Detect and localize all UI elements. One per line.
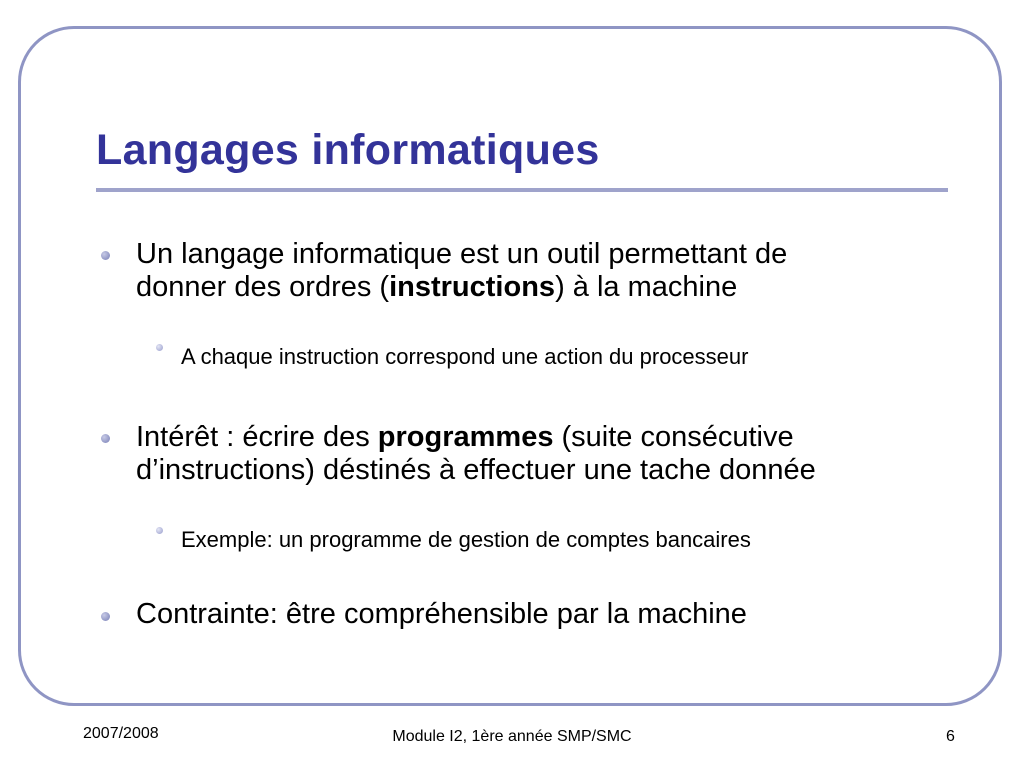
bullet-dot-icon bbox=[101, 251, 110, 260]
bullet-dot-icon bbox=[101, 434, 110, 443]
bullet-1-line-2 bbox=[136, 271, 737, 304]
title-underline bbox=[96, 188, 948, 192]
bullet-2-text-after: (suite consécutive bbox=[553, 421, 794, 453]
bullet-2-keyword: programmes bbox=[377, 421, 554, 453]
footer-date: 2007/2008 bbox=[83, 725, 159, 742]
footer-course: Module I2, 1ère année SMP/SMC bbox=[392, 728, 632, 745]
sub-bullet-dot-icon bbox=[156, 344, 163, 351]
bullet-2-line-1 bbox=[136, 421, 794, 454]
bullet-2-line-2: d’instructions) déstinés à effectuer une tache donnée bbox=[136, 454, 816, 486]
page-number: 6 bbox=[946, 728, 955, 745]
bullet-1-text-before: donner des ordres ( bbox=[136, 271, 390, 303]
bullet-3-line-1: Contrainte: être compréhensible par la machine bbox=[136, 598, 747, 630]
sub-bullet-dot-icon bbox=[156, 527, 163, 534]
bullet-1-keyword: instructions bbox=[389, 271, 556, 303]
bullet-1-line-1: Un langage informatique est un outil permettant de bbox=[136, 238, 788, 270]
bullet-dot-icon bbox=[101, 612, 110, 621]
bullet-1-text-after: ) à la machine bbox=[555, 271, 738, 303]
bullet-1-subitem: A chaque instruction correspond une action du processeur bbox=[181, 344, 749, 369]
slide-title: Langages informatiques bbox=[96, 126, 600, 174]
bullet-2-subitem: Exemple: un programme de gestion de comptes bancaires bbox=[181, 527, 751, 552]
bullet-2-text-before: Intérêt : écrire des bbox=[136, 421, 378, 453]
